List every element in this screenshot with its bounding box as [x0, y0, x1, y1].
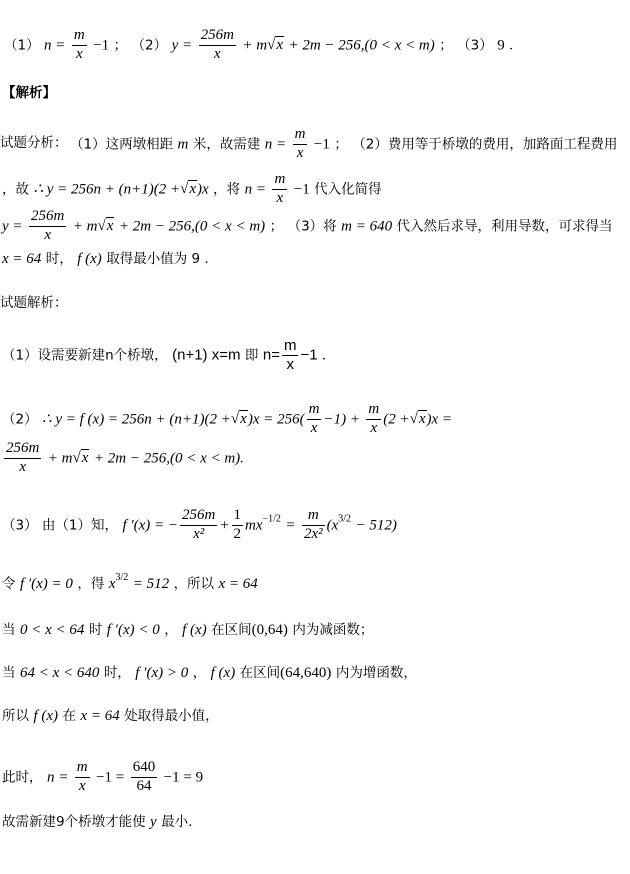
sqrt-symbol: √x	[230, 411, 247, 428]
fraction: $\frac{m}{x}$	[294, 126, 306, 161]
math-tail: −1	[313, 136, 330, 153]
exponent: −1/2	[262, 513, 281, 525]
answer-part3-label: （3）	[457, 37, 493, 54]
solution-text: （1）设需要新建n个桥墩，	[2, 347, 168, 364]
exponent: 3/2	[338, 513, 352, 525]
solution-text: 令	[2, 576, 16, 592]
solution-text: 所以	[2, 708, 29, 724]
solution-text: 当	[2, 665, 16, 681]
math-eq: n =	[264, 136, 287, 153]
solution-text: 内为增函数，	[335, 665, 417, 681]
solution-step-5	[2, 623, 373, 638]
math-interval: (64,640)	[280, 665, 332, 681]
solution-text: 时，	[103, 665, 131, 681]
answer-part1-fraction: $\frac{m}{x}$	[73, 27, 85, 62]
answer-part1-eq: n =	[44, 37, 66, 54]
separator: ；	[334, 136, 348, 153]
separator: ；	[439, 37, 453, 54]
math-expression: f ′(x) > 0	[135, 665, 189, 681]
math-expression: )x =	[426, 411, 453, 428]
math-eq: x = 64	[80, 708, 120, 724]
fraction: $\frac{m}{x}$	[283, 337, 297, 373]
sqrt-symbol: √x	[409, 411, 426, 428]
solution-text: 时	[88, 622, 103, 638]
solution-step-7	[2, 709, 219, 724]
solution-step-2-continued	[2, 441, 244, 476]
analysis-text: （2）费用等于桥墩的费用，加路面工程费用	[352, 136, 618, 153]
math-expression: 0 < x < 64	[19, 622, 85, 638]
sqrt-symbol: √x	[267, 37, 283, 54]
analysis-line-1	[70, 127, 617, 162]
solution-text: ，所以	[173, 576, 215, 592]
analysis-text: ，将	[213, 181, 241, 198]
answer-part1-label: （1）	[4, 37, 40, 54]
math-expression: −1) +	[323, 411, 360, 428]
fraction: $\frac{256m}{x}$	[30, 208, 65, 243]
solution-text: 在区间	[239, 665, 281, 681]
solution-text: 故需新建9个桥墩才能使	[2, 814, 146, 830]
math-var: m	[177, 136, 189, 153]
solution-text: ，得	[77, 576, 105, 592]
answer-line	[4, 28, 513, 63]
math-tail: − 512)	[355, 517, 397, 534]
answer-part1-tail: −1	[93, 37, 110, 54]
math-eq: n =	[244, 181, 266, 198]
math-expression: )x = 256(	[247, 411, 305, 428]
answer-part2-tail: + 2m − 256,(0 < x < m)	[288, 37, 435, 54]
solution-text: （3） 由（1）知，	[2, 517, 118, 534]
answer-part3-value: 9	[497, 37, 505, 54]
math-expression: mx	[245, 517, 263, 534]
math-var: y	[150, 814, 157, 830]
fraction: $\frac{m}{\text{2x²}}$	[303, 507, 323, 542]
math-tail: + 2m − 256,(0 < x < m).	[93, 450, 244, 467]
math-eq: n=	[262, 346, 280, 364]
section-title: 【解析】	[2, 85, 56, 101]
math-eq: y =	[2, 218, 23, 235]
math-eq: =	[285, 517, 296, 534]
answer-part2-fraction: $\frac{256m}{x}$	[200, 27, 234, 62]
math-tail: −1	[293, 181, 310, 198]
math-function: f (x)	[210, 665, 236, 681]
solution-step-9	[2, 815, 192, 830]
exponent: 3/2	[115, 572, 129, 583]
solution-text: 内为减函数；	[292, 622, 374, 638]
math-function: f (x)	[182, 622, 207, 638]
period: .	[322, 347, 326, 364]
fraction: $\frac{m}{x}$	[274, 171, 286, 206]
math-expression: f ′(x) < 0	[106, 622, 160, 638]
analysis-text: （1）这两墩相距	[70, 136, 174, 153]
math-eq: x = 64	[2, 251, 42, 267]
math-plus: +	[219, 517, 230, 534]
answer-part2-plus: + m	[242, 37, 268, 54]
math-plus: + m	[47, 450, 73, 467]
math-tail: + 2m − 256,(0 < x < m)	[118, 218, 266, 235]
solution-text: （2）	[2, 411, 38, 428]
math-eq: = 512	[132, 576, 170, 592]
solution-step-1	[2, 338, 326, 373]
fraction: $\frac{256m}{x}$	[6, 440, 40, 475]
math-plus: + m	[72, 218, 98, 235]
math-result: −1 = 9	[163, 769, 204, 786]
analysis-text: （3）将	[287, 218, 337, 235]
sqrt-symbol: √x	[72, 450, 89, 467]
solution-step-3	[2, 508, 397, 543]
fraction: $\frac{640}{64}$	[132, 759, 156, 794]
analysis-text: ，故	[2, 181, 29, 198]
math-function: f (x)	[77, 251, 102, 267]
answer-part2-eq: y =	[171, 37, 193, 54]
math-expression: (n+1) x=m	[172, 346, 241, 364]
solution-step-8	[2, 760, 203, 795]
math-expression: (x	[326, 517, 339, 534]
math-function: f (x)	[33, 708, 59, 724]
math-eq: n =	[46, 769, 69, 786]
analysis-line-3	[2, 209, 613, 244]
math-var: x	[108, 576, 116, 592]
solution-text: 此时，	[2, 769, 43, 786]
analysis-label: 试题分析：	[0, 135, 68, 151]
fraction: $\frac{256m}{\text{x²}}$	[182, 507, 216, 542]
fraction: $\frac{m}{x}$	[368, 401, 380, 436]
math-expression: ∴ y = 256n + (n+1)(2 +	[33, 181, 181, 198]
math-eq: m = 640	[341, 218, 393, 235]
solution-text: 处取得最小值，	[124, 708, 219, 724]
sqrt-symbol: √x	[97, 218, 114, 235]
separator: ；	[113, 37, 128, 54]
math-expression: )x	[197, 181, 209, 198]
analysis-line-4	[2, 252, 209, 267]
analysis-text: 米，故需建	[192, 136, 261, 153]
fraction: $\frac{m}{x}$	[308, 401, 320, 436]
math-interval: (0,64)	[251, 622, 288, 638]
analysis-text: 时，	[45, 251, 73, 267]
solution-text: 即	[244, 347, 259, 364]
fraction: $\frac{m}{x}$	[76, 759, 88, 794]
solution-step-6	[2, 666, 417, 681]
math-expression: 64 < x < 640	[19, 665, 100, 681]
analysis-text: 代入然后求导，利用导数，可求得当	[396, 218, 613, 235]
math-expression: −1 =	[96, 769, 125, 786]
math-tail: −1	[300, 346, 318, 364]
analysis-line-2	[2, 172, 382, 207]
answer-part2-label: （2）	[131, 37, 168, 54]
sqrt-symbol: √x	[180, 181, 197, 198]
answer-part3-end: .	[509, 37, 513, 54]
solution-text: ，	[164, 622, 178, 638]
solution-text: ，	[192, 665, 207, 681]
solution-label: 试题解析：	[0, 295, 68, 311]
analysis-text: 代入化简得	[314, 181, 382, 198]
math-expression: f ′(x) = 0	[19, 576, 73, 592]
solution-text: 在	[62, 708, 76, 724]
math-expression: f ′(x) = −	[122, 517, 179, 534]
fraction: $\frac{1}{2}$	[233, 507, 241, 542]
math-result: x = 64	[218, 576, 258, 592]
math-expression: ∴ y = f (x) = 256n + (n+1)(2 +	[42, 411, 231, 428]
solution-text: 最小.	[161, 814, 193, 830]
solution-text: 当	[2, 622, 16, 638]
solution-step-2	[2, 402, 452, 437]
math-expression: (2 +	[383, 411, 410, 428]
solution-text: 在区间	[211, 622, 252, 638]
solution-step-4	[2, 573, 258, 592]
analysis-text: 取得最小值为 9 .	[106, 251, 209, 267]
separator: ；	[269, 218, 284, 235]
